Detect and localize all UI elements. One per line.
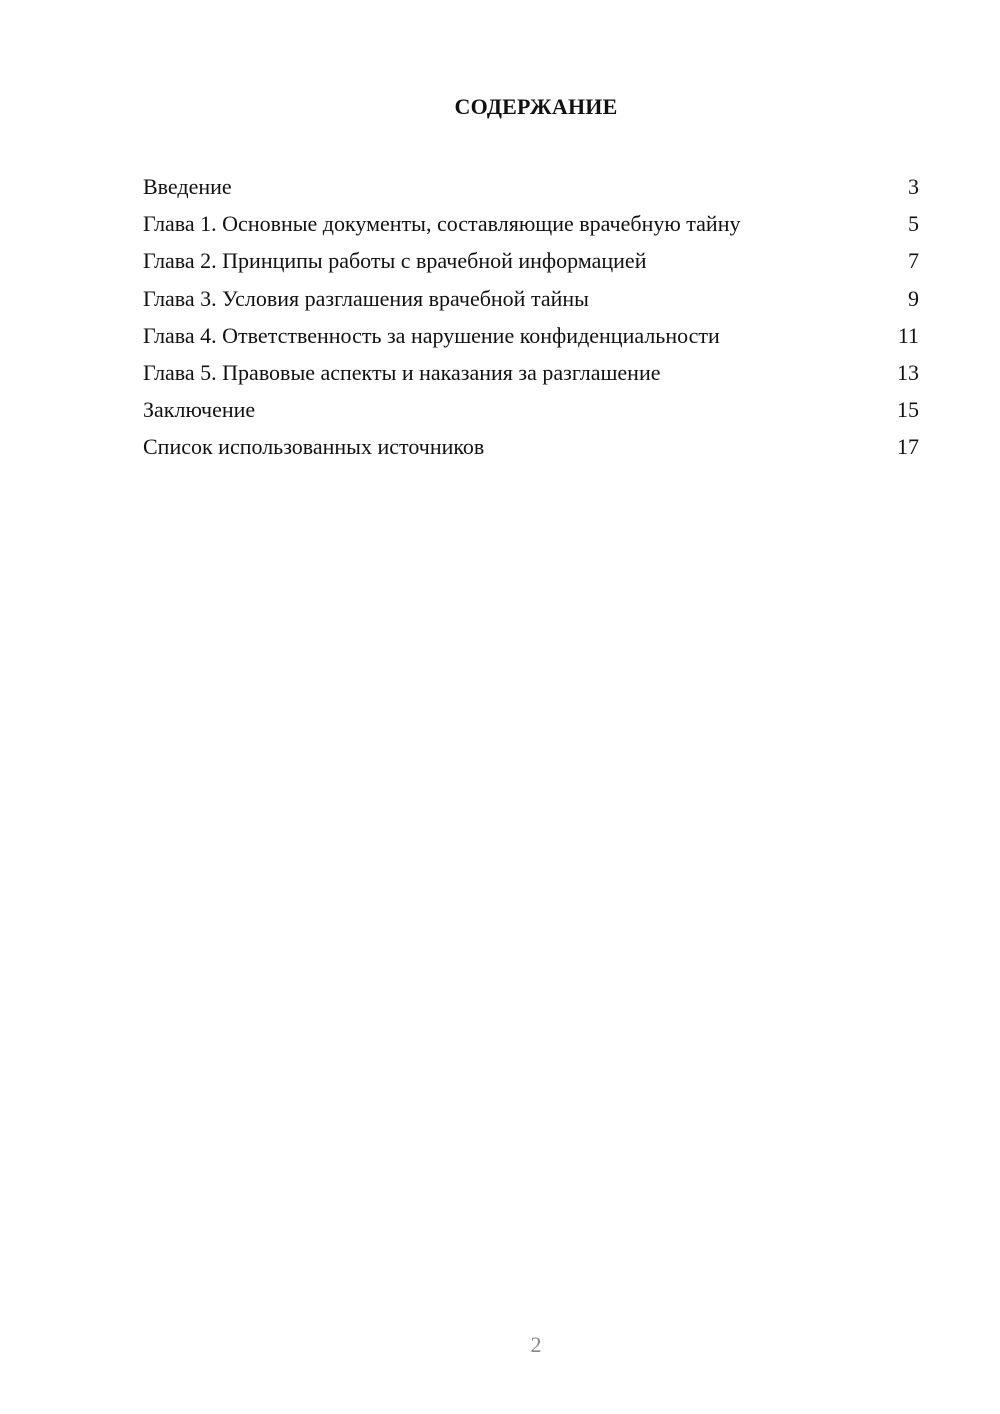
toc-entry-page: 9 (908, 285, 919, 311)
toc-entry-label: Список использованных источников (143, 434, 485, 460)
toc-entry-label: Введение (143, 174, 232, 199)
toc-entry-page: 13 (897, 359, 919, 385)
toc-entry (143, 242, 919, 279)
toc-entry (143, 205, 919, 242)
toc-entry-label: Глава 3. Условия разглашения врачебной тайны (143, 285, 589, 311)
toc-entry-page: 17 (897, 434, 919, 460)
toc-entry-label: Глава 5. Правовые аспекты и наказания за разглашение (143, 359, 661, 385)
toc-entry-label: Глава 4. Ответственность за нарушение конфиденциальности (143, 322, 720, 348)
toc-entry (143, 354, 919, 391)
toc-entry-page: 15 (897, 397, 919, 423)
toc-entry-page: 3 (908, 174, 919, 199)
page-number: 2 (530, 1332, 542, 1357)
toc-entry (143, 317, 919, 354)
table-of-contents (143, 168, 919, 466)
toc-entry (143, 391, 919, 428)
toc-entry-page: 7 (908, 248, 919, 274)
toc-entry (143, 168, 919, 205)
toc-entry (143, 428, 919, 465)
toc-title: СОДЕРЖАНИЕ (454, 94, 618, 119)
toc-entry-page: 11 (897, 322, 919, 348)
toc-entry-label: Глава 1. Основные документы, составляющие врачебную тайну (143, 211, 741, 237)
toc-entry-label: Заключение (143, 397, 256, 423)
toc-entry (143, 280, 919, 317)
toc-entry-page: 5 (908, 211, 919, 237)
toc-entry-label: Глава 2. Принципы работы с врачебной информацией (143, 248, 647, 274)
